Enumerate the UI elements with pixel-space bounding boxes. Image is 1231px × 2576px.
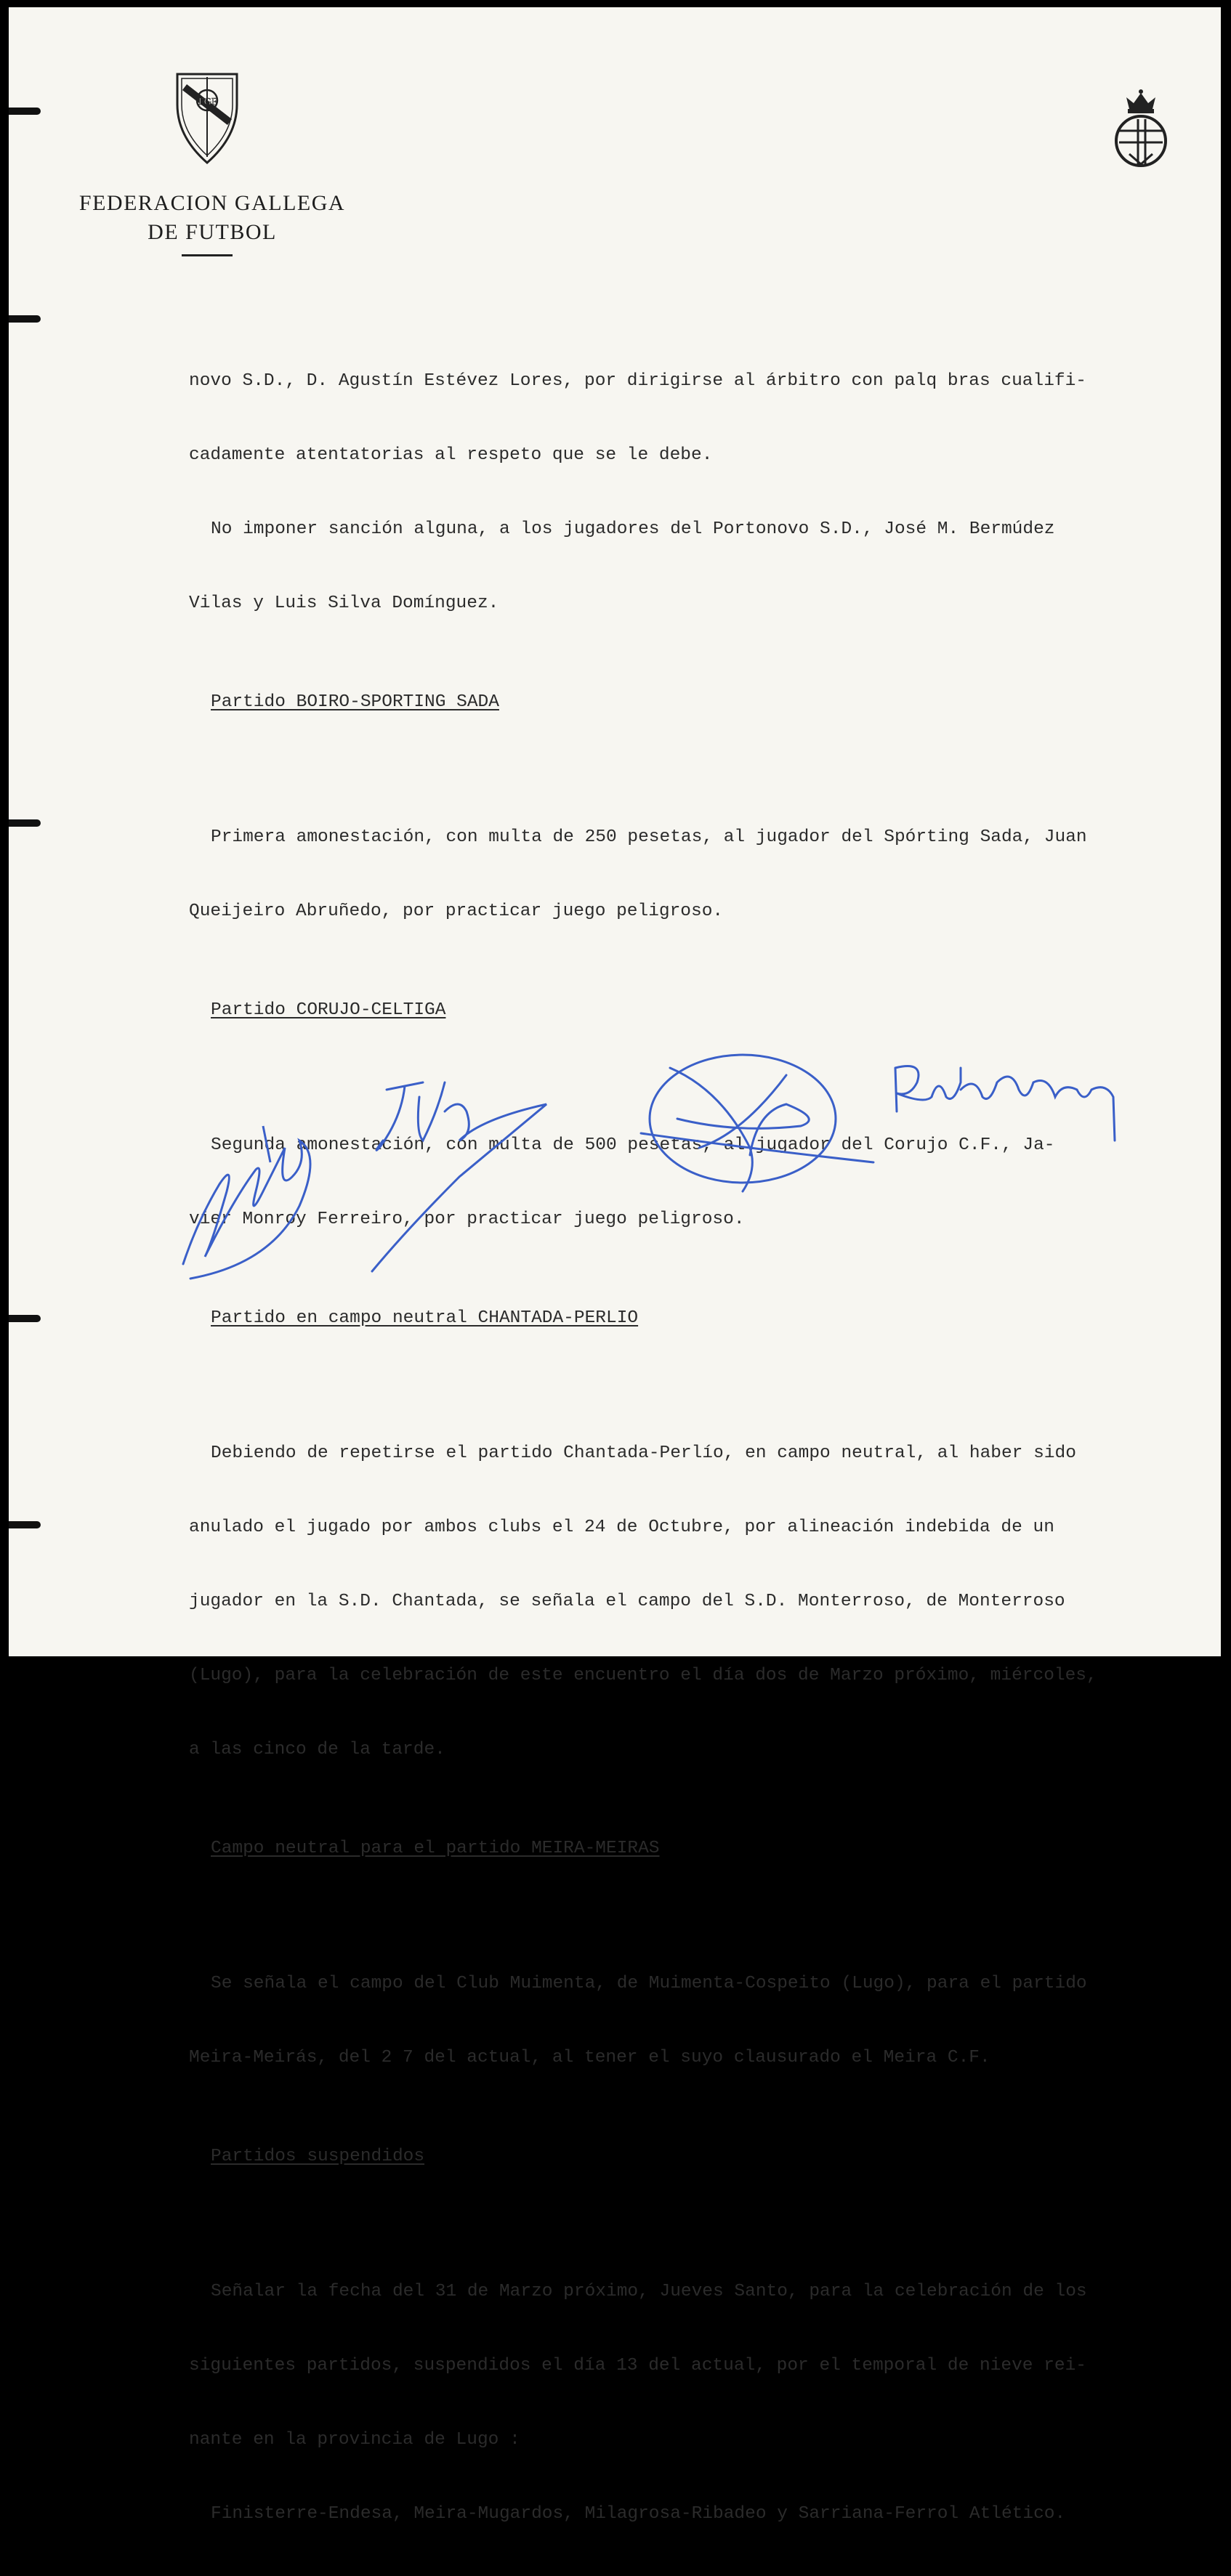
punch-hole-mark: [9, 108, 41, 115]
body-line: vier Monroy Ferreiro, por practicar juego peligroso.: [189, 1210, 745, 1229]
rfef-crown-emblem-icon: [1112, 87, 1170, 174]
letterhead-divider: [182, 254, 233, 256]
body-line: a las cinco de la tarde.: [189, 1740, 445, 1759]
handwritten-signature: [888, 1053, 1150, 1162]
body-line: Señalar la fecha del 31 de Marzo próximo, Jueves Santo, para la celebración de los: [211, 2282, 1087, 2301]
body-line: Vilas y Luis Silva Domínguez.: [189, 594, 499, 613]
body-line: nante en la provincia de Lugo :: [189, 2430, 520, 2450]
section-heading: [189, 1836, 1214, 1861]
handwritten-signature: [176, 1097, 336, 1286]
body-line: jugador en la S.D. Chantada, se señala el campo del S.D. Monterroso, de Monterroso: [189, 1592, 1065, 1611]
body-line: (Lugo), para la celebración de este encuentro el día dos de Marzo próximo, miércoles,: [189, 1666, 1097, 1685]
section-heading-text: Partidos suspendidos: [211, 2147, 425, 2166]
section-heading: [189, 690, 1214, 715]
section-heading-text: Partido CORUJO-CELTIGA: [211, 1000, 446, 1020]
body-line: No imponer sanción alguna, a los jugadores del Portonovo S.D., José M. Bermúdez: [211, 519, 1055, 539]
body-line: anulado el jugado por ambos clubs el 24 de Octubre, por alineación indebida de un: [189, 1518, 1054, 1537]
spacer: [189, 2219, 1214, 2230]
body-line: Queijeiro Abruñedo, por practicar juego peligroso.: [189, 902, 724, 921]
body-line: Segunda amonestación, con multa de 500 pesetas, al jugador del Corujo C.F., Ja-: [211, 1135, 1055, 1155]
section-heading-text: Partido en campo neutral CHANTADA-PERLIO: [211, 1308, 639, 1328]
body-line: Debiendo de repetirse el partido Chantada-Perlío, en campo neutral, al haber sido: [211, 1443, 1076, 1463]
body-line: novo S.D., D. Agustín Estévez Lores, por dirigirse al árbitro con palq bras cualifi-: [189, 371, 1087, 391]
punch-hole-mark: [9, 1315, 41, 1322]
section-heading-text: Campo neutral para el partido MEIRA-MEIRAS: [211, 1839, 660, 1858]
document-body: [189, 320, 1214, 2576]
letterhead-line2: DE FUTBOL: [148, 220, 277, 244]
document-page: [9, 7, 1221, 2524]
letterhead: [60, 189, 365, 247]
handwritten-signature: [634, 1046, 881, 1213]
section-heading: [189, 998, 1214, 1023]
handwritten-signature: [358, 1053, 568, 1279]
spacer: [189, 764, 1214, 776]
section-heading: [189, 1306, 1214, 1331]
section-heading: [189, 2144, 1214, 2169]
body-line: siguientes partidos, suspendidos el día 13 del actual, por el temporal de nieve rei-: [189, 2356, 1087, 2375]
body-line: Se señala el campo del Club Muimenta, de Muimenta-Cospeito (Lugo), para el partido: [211, 1974, 1087, 1993]
svg-text:FGF: FGF: [198, 97, 217, 108]
body-line: Meira-Meirás, del 2 7 del actual, al tener el suyo clausurado el Meira C.F.: [189, 2048, 990, 2067]
body-line: Finisterre-Endesa, Meira-Mugardos, Milagrosa-Ribadeo y Sarriana-Ferrol Atlético.: [211, 2504, 1066, 2524]
letterhead-line1: FEDERACION GALLEGA: [78, 191, 346, 215]
punch-hole-mark: [9, 819, 41, 827]
federation-shield-crest-icon: [174, 71, 240, 166]
spacer: [189, 1911, 1214, 1922]
body-line: Primera amonestación, con multa de 250 pesetas, al jugador del Spórting Sada, Juan: [211, 827, 1087, 847]
punch-hole-mark: [9, 1521, 41, 1528]
spacer: [189, 1380, 1214, 1392]
punch-hole-mark: [9, 315, 41, 323]
body-line: cadamente atentatorias al respeto que se le debe.: [189, 445, 713, 465]
section-heading-text: Partido BOIRO-SPORTING SADA: [211, 692, 499, 712]
